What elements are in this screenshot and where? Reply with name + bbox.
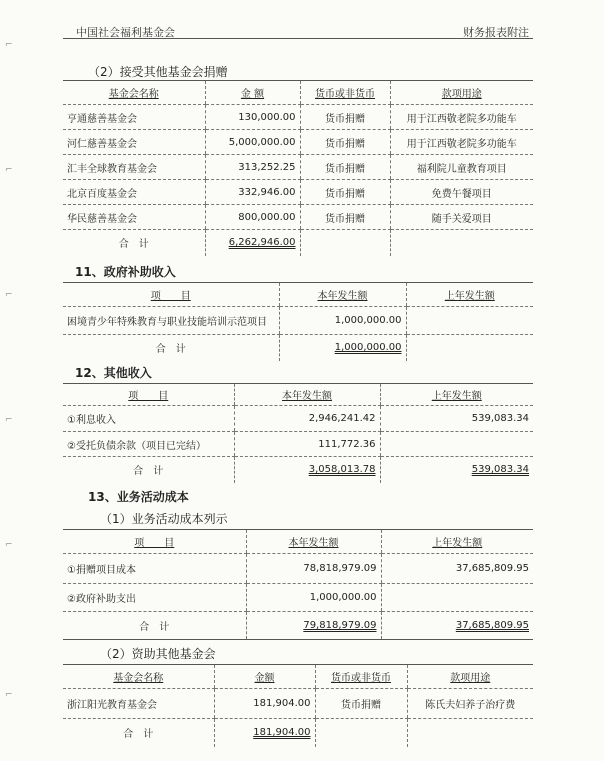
cell-use: 随手关爱项目	[390, 205, 533, 230]
total-label: 合 计	[118, 239, 149, 251]
table-header-row	[63, 81, 533, 105]
col-header: 上年发生额	[381, 530, 533, 554]
margin-mark: ⌐	[5, 290, 13, 300]
table-row	[63, 155, 533, 180]
cell-use: 福利院儿童教育项目	[390, 155, 533, 180]
col-header: 基金会名称	[63, 81, 205, 105]
section-donations-received-title: （2）接受其他基金会捐赠	[88, 65, 228, 79]
cell-type: 货币捐赠	[300, 130, 390, 155]
cell-amount: 313,252.25	[205, 155, 300, 180]
col-header: 货币或非货币	[315, 665, 407, 689]
total-label: 合 计	[155, 344, 186, 356]
col-header: 款项用途	[390, 81, 533, 105]
cell-name: 北京百度基金会	[63, 180, 205, 205]
cell-item: ②政府补助支出	[63, 584, 246, 612]
total-amount: 181,904.00	[214, 719, 315, 747]
header-org-name: 中国社会福利基金会	[76, 26, 175, 39]
col-header: 金额	[214, 665, 315, 689]
cell-use: 用于江西敬老院多功能车	[390, 105, 533, 130]
donations-received-table	[63, 80, 533, 256]
total-current: 79,818,979.09	[246, 612, 381, 640]
cell-current: 78,818,979.09	[246, 554, 381, 584]
total-label: 合 计	[123, 729, 154, 741]
col-header: 上年发生额	[380, 384, 533, 406]
cell-amount: 181,904.00	[214, 689, 315, 719]
table-row	[63, 205, 533, 230]
col-header: 上年发生额	[406, 283, 533, 307]
cell-item: ①利息收入	[63, 406, 234, 432]
table-row	[63, 307, 533, 335]
col-header: 项 目	[63, 283, 279, 307]
activity-cost-table	[63, 529, 533, 640]
cell-current: 111,772.36	[234, 432, 380, 457]
cell-current: 1,000,000.00	[246, 584, 381, 612]
cell-current: 1,000,000.00	[279, 307, 406, 335]
table-row	[63, 105, 533, 130]
table-total-row	[63, 335, 533, 361]
total-current: 3,058,013.78	[234, 457, 380, 483]
col-header: 金 额	[205, 81, 300, 105]
margin-mark: ⌐	[5, 540, 13, 550]
gov-subsidy-table	[63, 282, 533, 361]
table-total-row	[63, 612, 533, 640]
total-label: 合 计	[63, 612, 246, 640]
col-header: 本年发生额	[246, 530, 381, 554]
table-row	[63, 432, 533, 457]
total-prior: 37,685,809.95	[381, 612, 533, 640]
total-amount: 6,262,946.00	[205, 230, 300, 256]
table-row	[63, 584, 533, 612]
table-header-row	[63, 283, 533, 307]
table-total-row	[63, 719, 533, 747]
cell-prior	[381, 584, 533, 612]
total-prior	[406, 335, 533, 361]
col-header: 款项用途	[407, 665, 533, 689]
cell-current: 2,946,241.42	[234, 406, 380, 432]
total-prior: 539,083.34	[380, 457, 533, 483]
section-activity-cost-subtitle: （1）业务活动成本列示	[100, 512, 228, 526]
table-header-row	[63, 384, 533, 406]
margin-mark: ⌐	[5, 690, 13, 700]
cell-type: 货币捐赠	[300, 155, 390, 180]
other-income-table	[63, 383, 533, 483]
col-header: 项 目	[63, 530, 246, 554]
cell-use: 免费午餐项目	[390, 180, 533, 205]
cell-name: 华民慈善基金会	[63, 205, 205, 230]
table-row	[63, 130, 533, 155]
cell-use: 陈氏夫妇养子治疗费	[407, 689, 533, 719]
cell-item: ①捐赠项目成本	[63, 554, 246, 584]
cell-item: 困境青少年特殊教育与职业技能培训示范项目	[63, 307, 279, 335]
cell-amount: 5,000,000.00	[205, 130, 300, 155]
margin-mark: ⌐	[5, 40, 13, 50]
cell-type: 货币捐赠	[300, 205, 390, 230]
table-row	[63, 180, 533, 205]
cell-type: 货币捐赠	[315, 689, 407, 719]
cell-amount: 130,000.00	[205, 105, 300, 130]
cell-prior	[406, 307, 533, 335]
cell-name: 汇丰全球教育基金会	[63, 155, 205, 180]
section-gov-subsidy-title: 11、政府补助收入	[75, 265, 176, 279]
header-report-title: 财务报表附注	[463, 26, 529, 39]
cell-item: ②受托负债余款（项目已完结）	[63, 432, 234, 457]
table-row	[63, 554, 533, 584]
section-other-income-title: 12、其他收入	[75, 366, 152, 380]
table-total-row	[63, 230, 533, 256]
cell-use: 用于江西敬老院多功能车	[390, 130, 533, 155]
col-header: 基金会名称	[63, 665, 214, 689]
cell-amount: 332,946.00	[205, 180, 300, 205]
cell-type: 货币捐赠	[300, 180, 390, 205]
col-header: 本年发生额	[234, 384, 380, 406]
cell-name: 浙江阳光教育基金会	[63, 689, 214, 719]
cell-name: 亨通慈善基金会	[63, 105, 205, 130]
total-label: 合 计	[133, 466, 164, 478]
table-row	[63, 689, 533, 719]
section-grants-given-title: （2）资助其他基金会	[100, 647, 216, 661]
cell-prior: 37,685,809.95	[381, 554, 533, 584]
table-total-row	[63, 457, 533, 483]
table-header-row	[63, 530, 533, 554]
margin-mark: ⌐	[5, 165, 13, 175]
grants-given-table	[63, 664, 533, 747]
cell-amount: 800,000.00	[205, 205, 300, 230]
col-header: 项 目	[63, 384, 234, 406]
total-current: 1,000,000.00	[279, 335, 406, 361]
header-rule	[63, 38, 533, 39]
table-header-row	[63, 665, 533, 689]
col-header: 本年发生额	[279, 283, 406, 307]
section-activity-cost-title: 13、业务活动成本	[88, 490, 189, 504]
table-row	[63, 406, 533, 432]
col-header: 货币或非货币	[300, 81, 390, 105]
margin-mark: ⌐	[5, 415, 13, 425]
cell-type: 货币捐赠	[300, 105, 390, 130]
cell-prior: 539,083.34	[380, 406, 533, 432]
cell-name: 河仁慈善基金会	[63, 130, 205, 155]
cell-prior	[380, 432, 533, 457]
